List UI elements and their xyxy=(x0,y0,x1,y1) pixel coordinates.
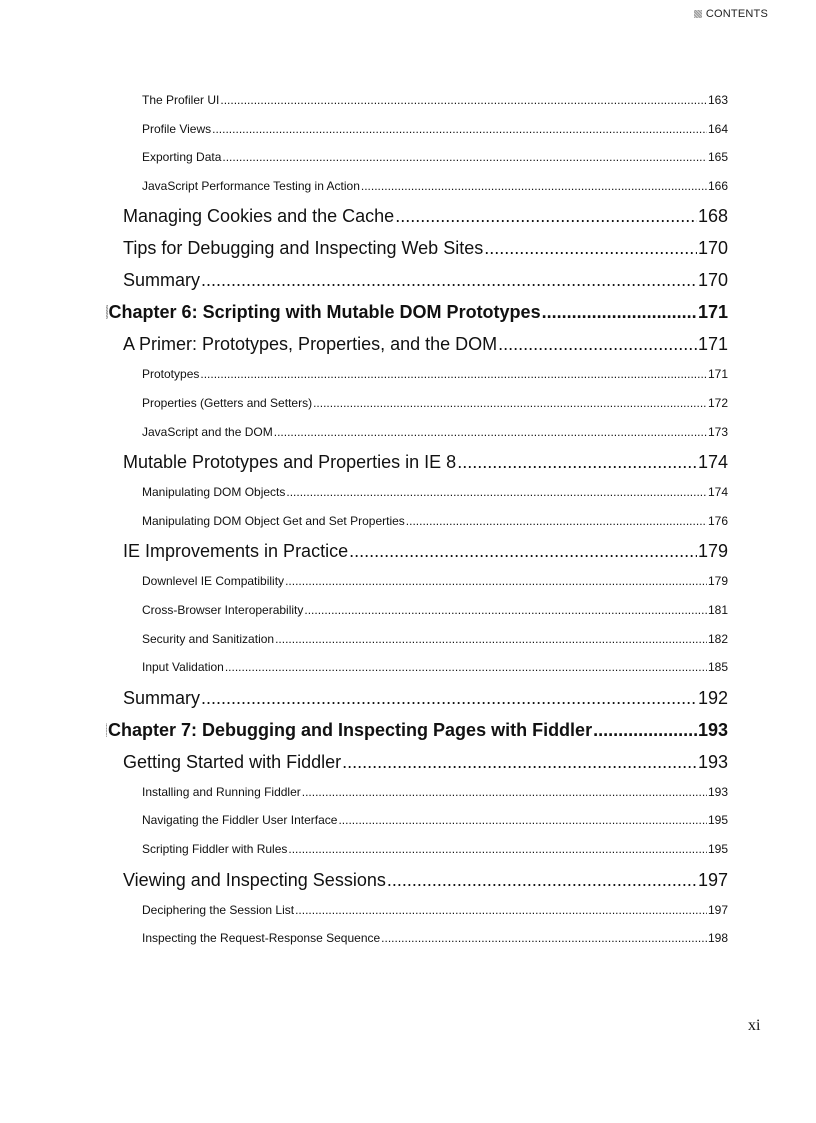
toc-entry-title: Manipulating DOM Objects xyxy=(142,485,286,500)
toc-entry-page: 174 xyxy=(697,452,728,473)
toc-entry-title: Installing and Running Fiddler xyxy=(142,784,301,799)
toc-section-entry[interactable] xyxy=(123,200,728,232)
toc-entry-page: 176 xyxy=(707,513,728,528)
toc-entry-page: 163 xyxy=(707,93,728,107)
toc-entry-title: Chapter 7: Debugging and Inspecting Pages with Fiddler xyxy=(108,719,593,740)
dot-leader xyxy=(338,806,707,835)
square-icon xyxy=(106,305,108,319)
dot-leader xyxy=(295,896,707,925)
toc-entry-title: Security and Sanitization xyxy=(142,631,275,646)
toc-entry-title: Downlevel IE Compatibility xyxy=(142,574,285,589)
toc-entry-title: Chapter 6: Scripting with Mutable DOM Prototypes xyxy=(108,302,541,323)
toc-entry-title: Input Validation xyxy=(142,660,224,675)
toc-subsection-entry[interactable] xyxy=(142,806,728,835)
dot-leader xyxy=(498,328,697,360)
running-title: CONTENTS xyxy=(705,8,768,20)
toc-entry-title: Prototypes xyxy=(142,367,200,382)
toc-section-entry[interactable] xyxy=(123,535,728,567)
toc-entry-page: 170 xyxy=(697,238,728,259)
toc-entry-page: 193 xyxy=(697,751,728,772)
dot-leader xyxy=(387,864,697,896)
dot-leader xyxy=(286,478,707,507)
toc-entry-page: 181 xyxy=(707,602,728,617)
page-number: xi xyxy=(748,1017,761,1034)
running-header xyxy=(694,8,768,20)
dot-leader xyxy=(222,143,707,172)
dot-leader xyxy=(361,172,707,201)
toc-entry-page: 172 xyxy=(707,395,728,410)
toc-subsection-entry[interactable] xyxy=(142,143,728,172)
dot-leader xyxy=(275,625,707,654)
toc-entry-page: 164 xyxy=(707,121,728,136)
dot-leader xyxy=(212,115,707,144)
toc-entry-page: 165 xyxy=(707,150,728,165)
toc-entry-title: Managing Cookies and the Cache xyxy=(123,206,395,227)
toc-section-entry[interactable] xyxy=(123,746,728,778)
toc-entry-page: 185 xyxy=(707,660,728,675)
toc-entry-page: 195 xyxy=(707,813,728,828)
toc-entry-page: 170 xyxy=(697,270,728,291)
dot-leader xyxy=(313,389,707,418)
toc-entry-page: 179 xyxy=(707,574,728,589)
toc-section-entry[interactable] xyxy=(123,682,728,714)
table-of-contents xyxy=(0,86,816,953)
toc-entry-title: Deciphering the Session List xyxy=(142,902,295,917)
toc-subsection-entry[interactable] xyxy=(142,778,728,807)
toc-subsection-entry[interactable] xyxy=(142,507,728,536)
toc-entry-page: 171 xyxy=(697,302,728,323)
toc-entry-page: 173 xyxy=(707,424,728,439)
dot-leader xyxy=(593,714,697,746)
toc-entry-title: Navigating the Fiddler User Interface xyxy=(142,813,338,828)
toc-entry-title: IE Improvements in Practice xyxy=(123,541,349,562)
dot-leader xyxy=(342,746,697,778)
toc-entry-page: 171 xyxy=(697,334,728,355)
toc-subsection-entry[interactable] xyxy=(142,389,728,418)
toc-entry-page: 174 xyxy=(707,485,728,500)
square-icon xyxy=(694,10,702,18)
toc-entry-title: Summary xyxy=(123,687,201,708)
toc-entry-title: Profile Views xyxy=(142,121,212,136)
dot-leader xyxy=(395,200,697,232)
toc-entry-title: Inspecting the Request-Response Sequence xyxy=(142,931,381,946)
toc-section-entry[interactable] xyxy=(123,264,728,296)
toc-entry-title: Properties (Getters and Setters) xyxy=(142,395,313,410)
toc-entry-title: JavaScript Performance Testing in Action xyxy=(142,178,360,193)
toc-entry-page: 193 xyxy=(707,784,728,799)
toc-section-entry[interactable] xyxy=(123,232,728,264)
toc-subsection-entry[interactable] xyxy=(142,924,728,953)
dot-leader xyxy=(288,835,707,864)
toc-subsection-entry[interactable] xyxy=(142,596,728,625)
dot-leader xyxy=(274,418,707,447)
toc-section-entry[interactable] xyxy=(123,328,728,360)
toc-entry-page: 198 xyxy=(707,931,728,946)
dot-leader xyxy=(542,296,697,328)
toc-entry-page: 192 xyxy=(697,687,728,708)
toc-subsection-entry[interactable] xyxy=(142,835,728,864)
toc-entry-page: 171 xyxy=(707,367,728,382)
toc-section-entry[interactable] xyxy=(123,446,728,478)
toc-entry-page: 168 xyxy=(697,206,728,227)
dot-leader xyxy=(201,264,697,296)
toc-entry-page: 179 xyxy=(697,541,728,562)
dot-leader xyxy=(381,924,707,953)
toc-entry-page: 182 xyxy=(707,631,728,646)
toc-entry-title: Tips for Debugging and Inspecting Web Sites xyxy=(123,238,484,259)
dot-leader xyxy=(200,360,707,389)
dot-leader xyxy=(201,682,697,714)
toc-entry-title: Getting Started with Fiddler xyxy=(123,751,342,772)
toc-entry-title: Manipulating DOM Object Get and Set Properties xyxy=(142,513,405,528)
dot-leader xyxy=(349,535,697,567)
toc-entry-title: The Profiler UI xyxy=(142,93,220,107)
toc-subsection-entry[interactable] xyxy=(142,418,728,447)
toc-entry-title: Exporting Data xyxy=(142,150,222,165)
toc-subsection-entry[interactable] xyxy=(142,360,728,389)
toc-entry-page: 195 xyxy=(707,841,728,856)
toc-entry-title: Viewing and Inspecting Sessions xyxy=(123,869,386,890)
toc-entry-title: Scripting Fiddler with Rules xyxy=(142,841,288,856)
dot-leader xyxy=(285,567,707,596)
dot-leader xyxy=(302,778,707,807)
dot-leader xyxy=(484,232,697,264)
dot-leader xyxy=(406,507,707,536)
toc-entry-title: Mutable Prototypes and Properties in IE 8 xyxy=(123,452,457,473)
toc-subsection-entry[interactable] xyxy=(142,896,728,925)
toc-subsection-entry[interactable] xyxy=(142,86,728,115)
toc-entry-title: Cross-Browser Interoperability xyxy=(142,602,304,617)
toc-subsection-entry[interactable] xyxy=(142,625,728,654)
toc-subsection-entry[interactable] xyxy=(142,115,728,144)
dot-leader xyxy=(225,653,707,682)
toc-subsection-entry[interactable] xyxy=(142,172,728,201)
dot-leader xyxy=(457,446,697,478)
toc-subsection-entry[interactable] xyxy=(142,567,728,596)
toc-subsection-entry[interactable] xyxy=(142,478,728,507)
toc-entry-page: 193 xyxy=(697,719,728,740)
dot-leader xyxy=(304,596,707,625)
toc-entry-title: A Primer: Prototypes, Properties, and the DOM xyxy=(123,334,498,355)
toc-entry-page: 197 xyxy=(707,902,728,917)
toc-subsection-entry[interactable] xyxy=(142,653,728,682)
toc-chapter-entry[interactable] xyxy=(106,296,728,328)
dot-leader xyxy=(220,86,707,115)
square-icon xyxy=(106,723,107,737)
toc-section-entry[interactable] xyxy=(123,864,728,896)
toc-entry-page: 166 xyxy=(707,178,728,193)
toc-entry-page: 197 xyxy=(697,869,728,890)
toc-chapter-entry[interactable] xyxy=(106,714,728,746)
toc-entry-title: Summary xyxy=(123,270,201,291)
toc-entry-title: JavaScript and the DOM xyxy=(142,424,273,439)
